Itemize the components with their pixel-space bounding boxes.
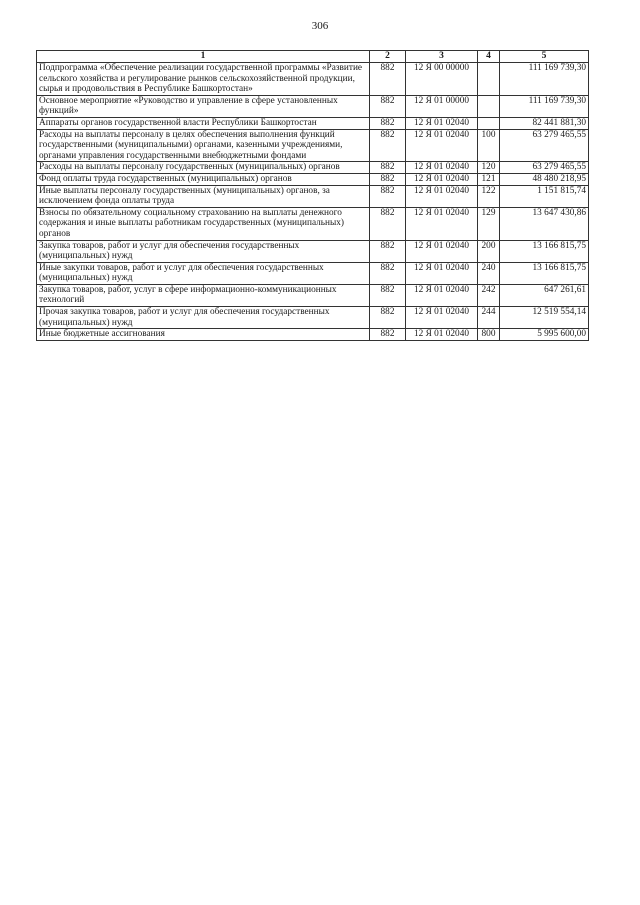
row-expense-type: 122 [478, 185, 500, 207]
row-expense-type: 240 [478, 262, 500, 284]
row-code: 882 [370, 240, 406, 262]
row-target-article: 12 Я 01 02040 [406, 207, 478, 240]
table-row [37, 117, 589, 129]
row-name: Прочая закупка товаров, работ и услуг для обеспечения государственных (муниципальных) нужд [37, 307, 370, 329]
row-target-article: 12 Я 01 02040 [406, 162, 478, 174]
row-code: 882 [370, 185, 406, 207]
table-row [37, 284, 589, 306]
row-name: Закупка товаров, работ и услуг для обеспечения государственных (муниципальных) нужд [37, 240, 370, 262]
table-row [37, 207, 589, 240]
row-code: 882 [370, 162, 406, 174]
row-code: 882 [370, 329, 406, 341]
row-code: 882 [370, 262, 406, 284]
row-expense-type [478, 63, 500, 96]
row-target-article: 12 Я 01 02040 [406, 185, 478, 207]
row-code: 882 [370, 129, 406, 162]
row-amount: 82 441 881,30 [500, 117, 589, 129]
row-amount: 1 151 815,74 [500, 185, 589, 207]
row-expense-type: 244 [478, 307, 500, 329]
row-amount: 48 480 218,95 [500, 173, 589, 185]
row-amount: 63 279 465,55 [500, 162, 589, 174]
row-amount: 647 261,61 [500, 284, 589, 306]
row-amount: 5 995 600,00 [500, 329, 589, 341]
row-expense-type: 800 [478, 329, 500, 341]
row-amount: 13 166 815,75 [500, 262, 589, 284]
row-amount: 63 279 465,55 [500, 129, 589, 162]
row-expense-type [478, 117, 500, 129]
row-code: 882 [370, 63, 406, 96]
row-target-article: 12 Я 01 02040 [406, 240, 478, 262]
row-amount: 12 519 554,14 [500, 307, 589, 329]
column-header-3: 3 [406, 51, 478, 63]
row-amount: 13 166 815,75 [500, 240, 589, 262]
row-name: Иные выплаты персоналу государственных (муниципальных) органов, за исключением фонда оплаты труда [37, 185, 370, 207]
table-row [37, 173, 589, 185]
row-name: Аппараты органов государственной власти Республики Башкортостан [37, 117, 370, 129]
row-expense-type: 100 [478, 129, 500, 162]
row-name: Основное мероприятие «Руководство и управление в сфере установленных функций» [37, 95, 370, 117]
table-row [37, 162, 589, 174]
column-header-4: 4 [478, 51, 500, 63]
row-code: 882 [370, 207, 406, 240]
row-code: 882 [370, 95, 406, 117]
row-name: Расходы на выплаты персоналу в целях обеспечения выполнения функций государственными (муниципальными) органами, казенными учреждениями, органами управления государственными внебюджетными фондами [37, 129, 370, 162]
row-expense-type: 129 [478, 207, 500, 240]
table-row [37, 240, 589, 262]
row-expense-type [478, 95, 500, 117]
row-target-article: 12 Я 01 02040 [406, 173, 478, 185]
row-expense-type: 121 [478, 173, 500, 185]
row-amount: 13 647 430,86 [500, 207, 589, 240]
row-name: Иные закупки товаров, работ и услуг для обеспечения государственных (муниципальных) нужд [37, 262, 370, 284]
row-expense-type: 200 [478, 240, 500, 262]
table-row [37, 329, 589, 341]
row-code: 882 [370, 173, 406, 185]
table-row [37, 307, 589, 329]
row-code: 882 [370, 284, 406, 306]
row-name: Взносы по обязательному социальному страхованию на выплаты денежного содержания и иные выплаты работникам государственных (муниципальных) органов [37, 207, 370, 240]
column-header-5: 5 [500, 51, 589, 63]
row-name: Закупка товаров, работ, услуг в сфере информационно-коммуникационных технологий [37, 284, 370, 306]
table-row [37, 262, 589, 284]
table-row [37, 63, 589, 96]
row-target-article: 12 Я 01 02040 [406, 307, 478, 329]
row-target-article: 12 Я 01 02040 [406, 329, 478, 341]
row-code: 882 [370, 117, 406, 129]
page-number: 306 [311, 20, 329, 32]
column-header-1: 1 [37, 51, 370, 63]
row-amount: 111 169 739,30 [500, 95, 589, 117]
row-name: Подпрограмма «Обеспечение реализации государственной программы «Развитие сельского хозяйства и регулирование рынков сельскохозяйственной продукции, сырья и продовольствия в Республике Башкортостан» [37, 63, 370, 96]
row-target-article: 12 Я 00 00000 [406, 63, 478, 96]
table-row [37, 95, 589, 117]
row-target-article: 12 Я 01 02040 [406, 262, 478, 284]
budget-table [36, 50, 589, 341]
row-expense-type: 242 [478, 284, 500, 306]
row-name: Фонд оплаты труда государственных (муниципальных) органов [37, 173, 370, 185]
header-row [37, 51, 589, 63]
row-amount: 111 169 739,30 [500, 63, 589, 96]
row-name: Иные бюджетные ассигнования [37, 329, 370, 341]
table-row [37, 129, 589, 162]
row-target-article: 12 Я 01 02040 [406, 117, 478, 129]
table-row [37, 185, 589, 207]
row-target-article: 12 Я 01 02040 [406, 129, 478, 162]
row-name: Расходы на выплаты персоналу государственных (муниципальных) органов [37, 162, 370, 174]
row-target-article: 12 Я 01 02040 [406, 284, 478, 306]
row-target-article: 12 Я 01 00000 [406, 95, 478, 117]
column-header-2: 2 [370, 51, 406, 63]
row-expense-type: 120 [478, 162, 500, 174]
row-code: 882 [370, 307, 406, 329]
